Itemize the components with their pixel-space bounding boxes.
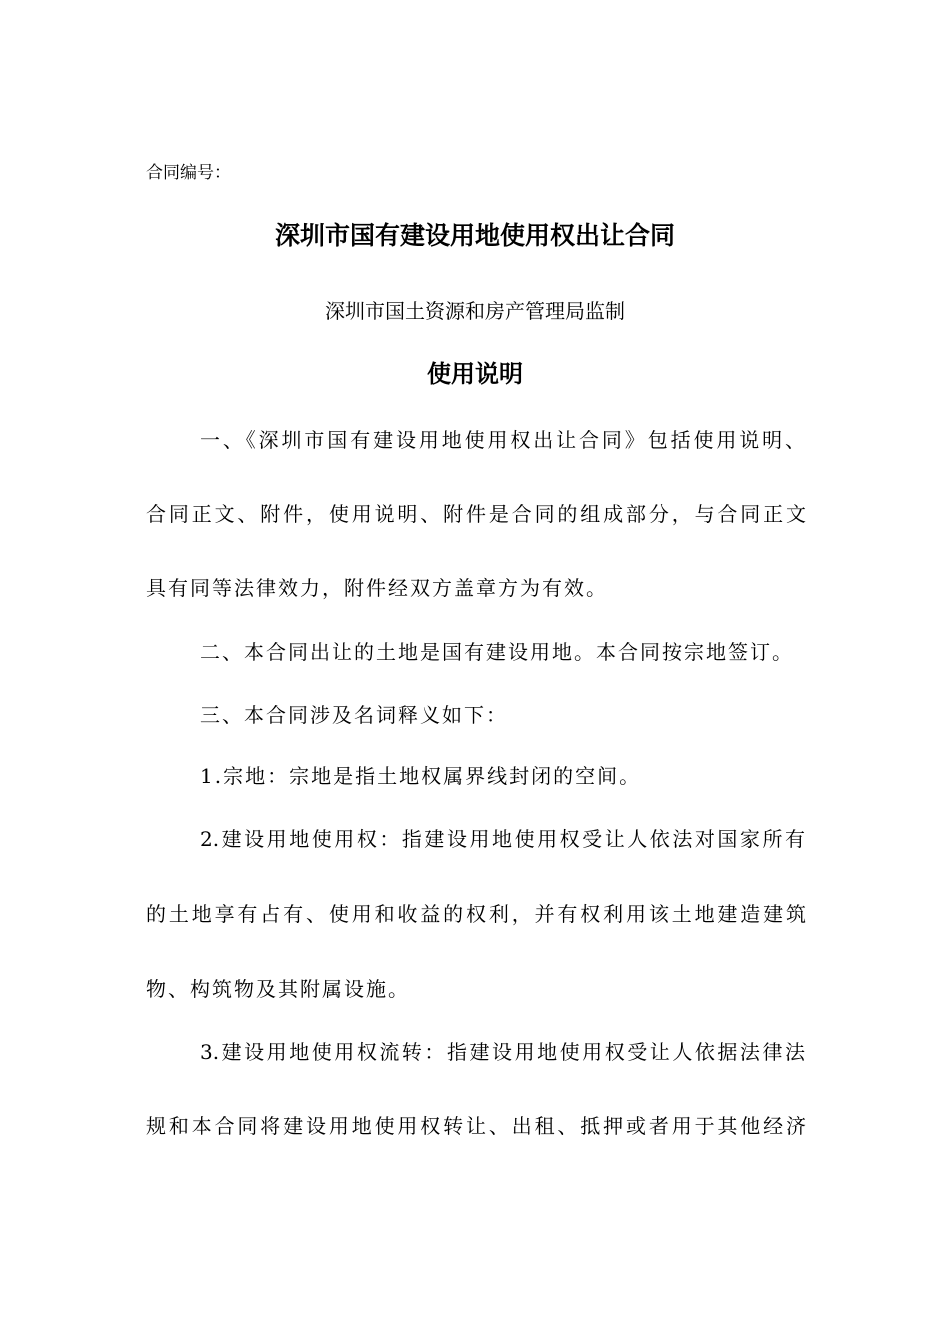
body-line: 规和本合同将建设用地使用权转让、出租、抵押或者用于其他经济 bbox=[146, 1114, 806, 1138]
section-heading: 使用说明 bbox=[427, 360, 523, 388]
document-title: 深圳市国有建设用地使用权出让合同 bbox=[274, 221, 675, 250]
body-line: 一、《深圳市国有建设用地使用权出让合同》包括使用说明、 bbox=[200, 428, 805, 452]
body-line: 二、本合同出让的土地是国有建设用地。本合同按宗地签订。 bbox=[200, 640, 794, 664]
body-line: 3.建设用地使用权流转：指建设用地使用权受让人依据法律法 bbox=[200, 1040, 805, 1064]
body-line: 的土地享有占有、使用和收益的权利，并有权利用该土地建造建筑 bbox=[146, 902, 806, 926]
body-line: 2.建设用地使用权：指建设用地使用权受让人依法对国家所有 bbox=[200, 827, 805, 851]
body-line: 合同正文、附件，使用说明、附件是合同的组成部分，与合同正文 bbox=[146, 502, 806, 526]
body-line: 三、本合同涉及名词释义如下： bbox=[200, 703, 508, 727]
supervisor-line: 深圳市国土资源和房产管理局监制 bbox=[325, 299, 625, 323]
contract-number-label: 合同编号： bbox=[146, 163, 231, 183]
body-line: 物、构筑物及其附属设施。 bbox=[146, 977, 410, 1001]
body-line: 1.宗地：宗地是指土地权属界线封闭的空间。 bbox=[200, 764, 642, 788]
body-line: 具有同等法律效力，附件经双方盖章方为有效。 bbox=[146, 576, 608, 600]
